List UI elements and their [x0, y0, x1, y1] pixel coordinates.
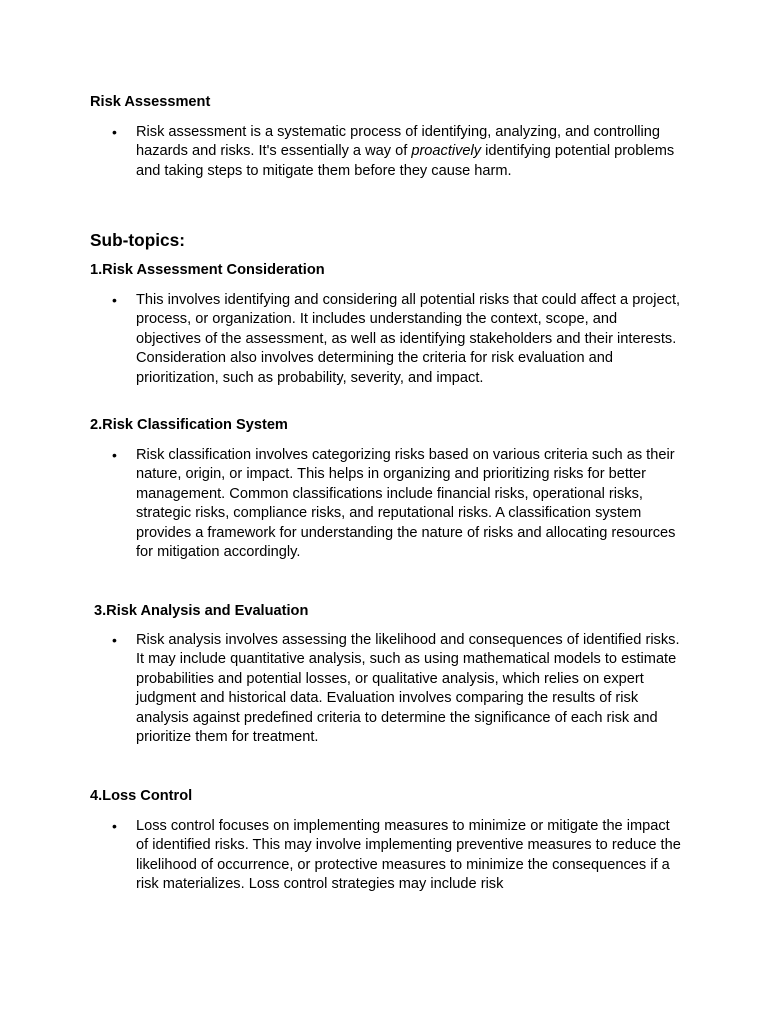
- bullet-icon: •: [112, 818, 117, 834]
- section-text-2: Risk classification involves categorizing risks based on various criteria such as their nature, origin, or impact. This helps in organizing and prioritizing risks for better management. Common classifications include financial risks, operational risks, strategic risks, compliance risks, and reputational risks. A classification system provides a framework for understanding the nature of risks and allocating resources for mitigation accordingly.: [136, 447, 676, 561]
- section-text-1: This involves identifying and considering all potential risks that could affect a project, process, or organization. It includes understanding the context, scope, and objectives of the assessment, as well as identifying stakeholders and their interests. Consideration also involves determining the criteria for risk evaluation and prioritization, such as probability, severity, and impact.: [136, 292, 681, 386]
- subtopics-heading: Sub-topics:: [90, 230, 186, 250]
- section-heading-2: 2.Risk Classification System: [90, 417, 288, 433]
- bullet-icon: •: [112, 292, 117, 308]
- section-bullet-1: [112, 291, 692, 388]
- section-heading-1: 1.Risk Assessment Consideration: [90, 262, 325, 278]
- section-text-4: Loss control focuses on implementing measures to minimize or mitigate the impact of identified risks. This may involve implementing preventive measures to reduce the likelihood of occurrence, or protective measures to minimize the consequences if a risk materializes. Loss control strategies may include risk: [136, 818, 681, 893]
- document-title: Risk Assessment: [90, 94, 211, 110]
- emphasis-text: proactively: [411, 143, 482, 160]
- bullet-icon: •: [112, 124, 117, 140]
- intro-bullet: [112, 123, 692, 181]
- section-heading-4: 4.Loss Control: [90, 788, 193, 804]
- section-bullet-2: [112, 446, 692, 562]
- intro-text: Risk assessment is a systematic process of identifying, analyzing, and controlling hazards and risks. It's essentially a way of proactively identifying potential problems and taking steps to mitigate them before they cause harm.: [136, 124, 675, 179]
- section-bullet-4: [112, 817, 692, 895]
- section-text-3: Risk analysis involves assessing the likelihood and consequences of identified risks. It may include quantitative analysis, such as using mathematical models to estimate probabilities and potential losses, or qualitative analysis, which relies on expert judgment and historical data. Evaluation involves comparing the results of risk analysis against predefined criteria to determine the significance of each risk and prioritize them for treatment.: [136, 632, 680, 746]
- bullet-icon: •: [112, 632, 117, 648]
- section-bullet-3: [112, 631, 692, 747]
- bullet-icon: •: [112, 447, 117, 463]
- section-heading-3: 3.Risk Analysis and Evaluation: [94, 603, 309, 619]
